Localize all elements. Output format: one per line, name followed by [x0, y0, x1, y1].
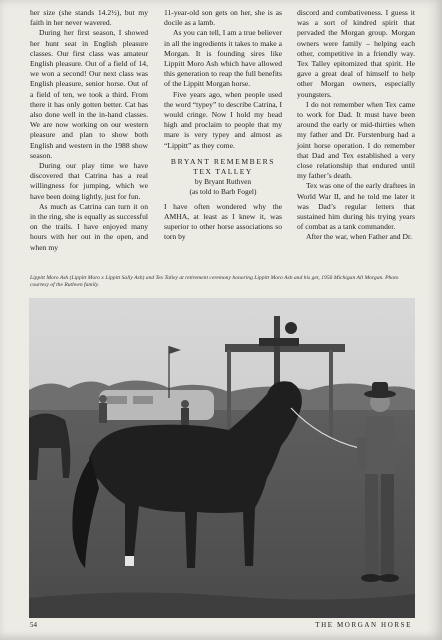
article-column-2	[164, 8, 282, 242]
photo-caption: Lippitt Moro Ash (Lippitt Moro x Lippitt Sally Ash) and Tex Talley at retirement ceremony honoring Lippitt Moro Ash and his get, 1956 Michigan All Morgan. Photo courtesy of the Ruthven family.	[30, 275, 399, 289]
paragraph: Five years ago, when people used the word “typey” to describe Catrina, I would cringe. Now I hold my head high and proclaim to people that my mare is very typey and almost as “Lippitt” as they come.	[164, 89, 282, 150]
article-column-3	[297, 8, 415, 243]
subheading-byline: by Bryant Ruthven	[194, 177, 252, 187]
horse-photo	[29, 298, 415, 618]
subheading-title-line1: BRYANT REMEMBERS	[170, 156, 276, 166]
paragraph: discord and combativeness. I guess it was a sort of kindred spirit that pervaded the Morgan group. Morgan owners were family – helping each other, competitive in a friendly way. Tex Talley epitomized that spirit. He gave a great deal of himself to help other Morgan owners, especially youngsters.	[297, 8, 415, 99]
paragraph: 11-year-old son gets on her, she is as docile as a lamb.	[164, 8, 282, 28]
paragraph: I do not remember when Tex came to work for Dad. It must have been around the early or mid-thirties when my father and Dr. Furstenburg had a joint horse operation. I do remember that Dad and Tex established a very close relationship that endured until my father’s death.	[297, 99, 415, 181]
photo-illustration	[29, 298, 415, 618]
paragraph: I have often wondered why the AMHA, at least as I knew it, was superior to other horse associations so torn by	[164, 201, 282, 242]
subheading-title-line2: TEX TALLEY	[193, 167, 253, 177]
paragraph: After the war, when Father and Dr.	[306, 232, 412, 242]
page-number: 54	[30, 621, 37, 629]
paragraph: During her first season, I showed her hunt seat in English pleasure classes. Our first class was amateur English pleasure. Out of a field of 14, we won a second! Our next class was English pleasure, senior horse. Out of a field of ten, we took a third. From there it has only gotten better. Cat has also done well in the in-hand classes. We are now working on our western pleasure and plan to show both English and western in the 1988 show season.	[30, 28, 148, 160]
paragraph: As much as Catrina can turn it on in the ring, she is equally as successful on the trails. I have enjoyed many hours with her out in the open, and when my	[30, 201, 148, 252]
paragraph: her size (she stands 14.2½), but my faith in her never wavered.	[30, 8, 148, 28]
subheading-credit: (as told to Barb Fogel)	[189, 187, 257, 197]
paragraph: As you can tell, I am a true believer in all the ingredients it takes to make a Morgan. It is founding sires like Lippitt Moro Ash which have allowed this generation to reap the full benefits of the Lippitt Morgan horse.	[164, 28, 282, 89]
section-subheading	[164, 157, 282, 198]
article-column-1	[30, 8, 148, 253]
paragraph: Tex was one of the early draftees in World War II, and he told me later it was Dad’s regular letters that sustained him during his trying years of combat as a tank commander.	[297, 181, 415, 232]
publication-name: THE MORGAN HORSE	[315, 621, 412, 629]
paragraph: During our play time we have discovered that Catrina has a real willingness for jumping, which we have been doing lightly, just for fun.	[30, 161, 148, 201]
